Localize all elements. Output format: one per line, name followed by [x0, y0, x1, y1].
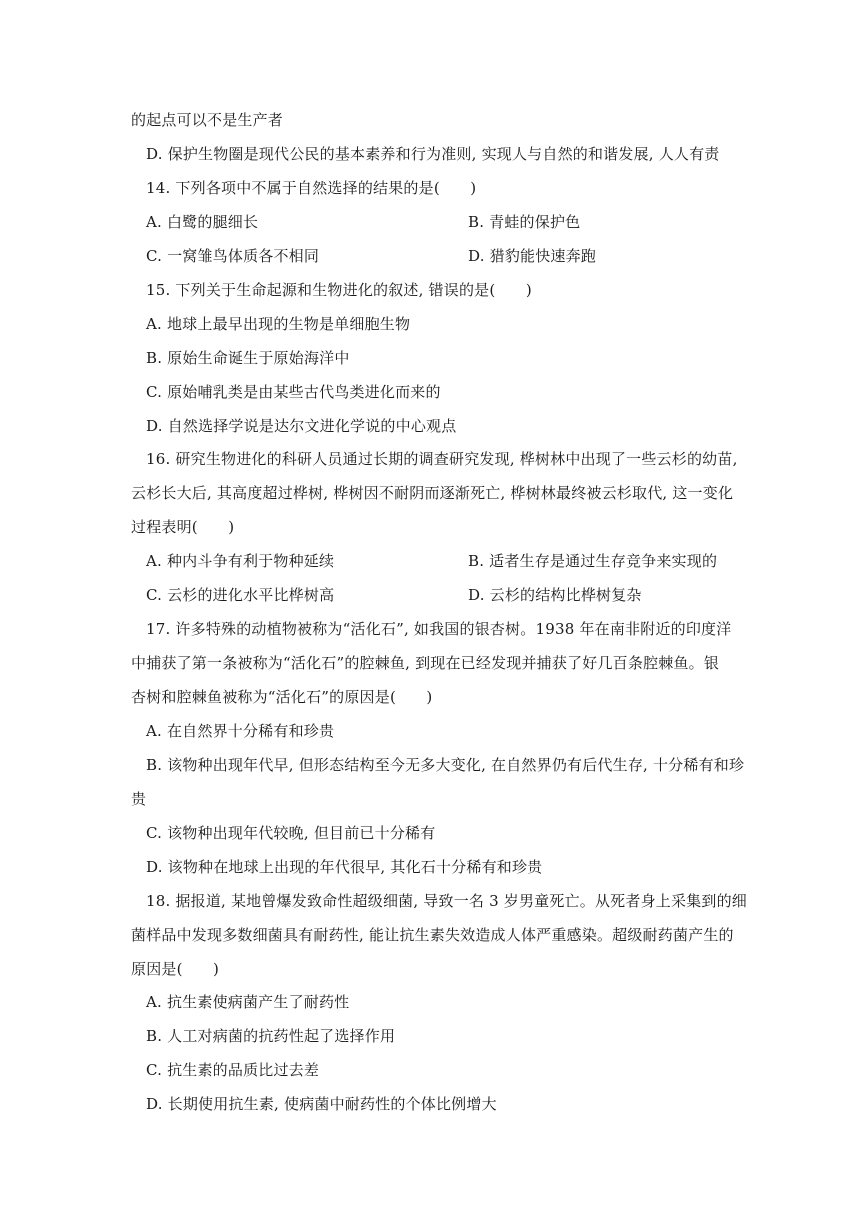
- question-15-option-c: C. 原始哺乳类是由某些古代鸟类进化而来的: [146, 383, 441, 401]
- question-14-option-b: B. 青蛙的保护色: [468, 213, 581, 231]
- question-16-option-b: B. 适者生存是通过生存竞争来实现的: [468, 552, 718, 570]
- question-14-option-a: A. 白鹭的腿细长: [146, 213, 259, 231]
- question-14-stem: 14. 下列各项中不属于自然选择的结果的是( ): [146, 179, 477, 197]
- question-14-option-c: C. 一窝雏鸟体质各不相同: [146, 247, 320, 265]
- question-18-option-c: C. 抗生素的品质比过去差: [146, 1061, 320, 1079]
- question-17-option-c: C. 该物种出现年代较晚, 但目前已十分稀有: [146, 824, 436, 842]
- question-18-option-d: D. 长期使用抗生素, 使病菌中耐药性的个体比例增大: [146, 1095, 497, 1113]
- question-15-option-b: B. 原始生命诞生于原始海洋中: [146, 349, 350, 367]
- question-16-option-d: D. 云杉的结构比桦树复杂: [468, 586, 642, 604]
- question-13-continuation: 的起点可以不是生产者: [131, 111, 284, 129]
- question-15-option-d: D. 自然选择学说是达尔文进化学说的中心观点: [146, 417, 457, 435]
- question-17-stem-line-3: 杏树和腔棘鱼被称为“活化石”的原因是( ): [131, 688, 433, 706]
- question-15-option-a: A. 地球上最早出现的生物是单细胞生物: [146, 315, 411, 333]
- question-17-option-d: D. 该物种在地球上出现的年代很早, 其化石十分稀有和珍贵: [146, 858, 543, 876]
- question-18-option-b: B. 人工对病菌的抗药性起了选择作用: [146, 1027, 396, 1045]
- question-18-stem-line-3: 原因是( ): [131, 960, 220, 978]
- question-17-option-b-continuation: 贵: [131, 790, 147, 808]
- question-18-option-a: A. 抗生素使病菌产生了耐药性: [146, 993, 350, 1011]
- question-15-stem: 15. 下列关于生命起源和生物进化的叙述, 错误的是( ): [146, 281, 532, 299]
- question-14-option-d: D. 猎豹能快速奔跑: [468, 247, 597, 265]
- question-13-option-d: D. 保护生物圈是现代公民的基本素养和行为准则, 实现人与自然的和谐发展, 人人有责: [146, 145, 720, 163]
- question-16-stem-line-2: 云杉长大后, 其高度超过桦树, 桦树因不耐阴而逐渐死亡, 桦树林最终被云杉取代, 这一变化: [131, 484, 734, 502]
- question-16-option-c: C. 云杉的进化水平比桦树高: [146, 586, 335, 604]
- question-16-stem-line-1: 16. 研究生物进化的科研人员通过长期的调查研究发现, 桦树林中出现了一些云杉的幼苗,: [146, 450, 738, 468]
- question-18-stem-line-1: 18. 据报道, 某地曾爆发致命性超级细菌, 导致一名 3 岁男童死亡。从死者身上采集到的细: [146, 892, 747, 910]
- question-16-option-a: A. 种内斗争有利于物种延续: [146, 552, 335, 570]
- question-17-stem-line-2: 中捕获了第一条被称为“活化石”的腔棘鱼, 到现在已经发现并捕获了好几百条腔棘鱼。银: [131, 654, 720, 672]
- question-17-option-a: A. 在自然界十分稀有和珍贵: [146, 722, 335, 740]
- question-17-option-b: B. 该物种出现年代早, 但形态结构至今无多大变化, 在自然界仍有后代生存, 十分稀有和珍: [146, 756, 745, 774]
- question-17-stem-line-1: 17. 许多特殊的动植物被称为“活化石”, 如我国的银杏树。1938 年在南非附近的印度洋: [146, 620, 732, 638]
- question-16-stem-line-3: 过程表明( ): [131, 518, 235, 536]
- question-18-stem-line-2: 菌样品中发现多数细菌具有耐药性, 能让抗生素失效造成人体严重感染。超级耐药菌产生的: [131, 926, 734, 944]
